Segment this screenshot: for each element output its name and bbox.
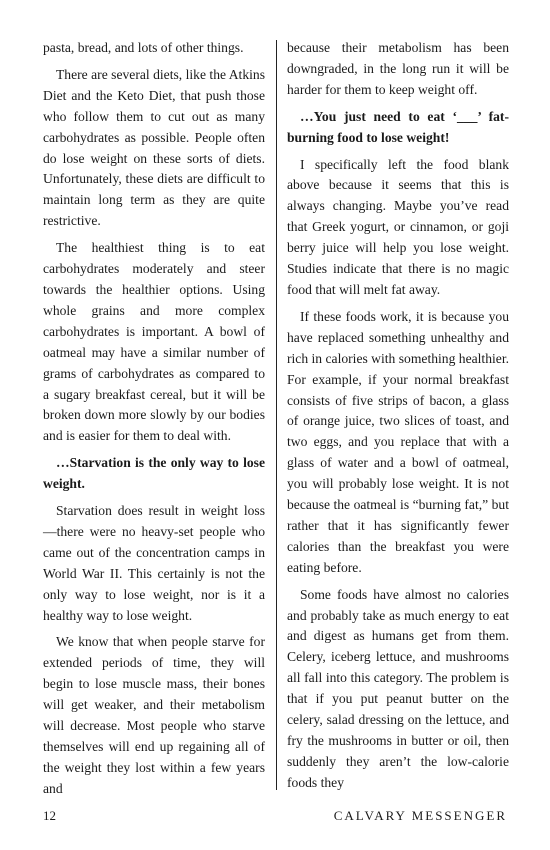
page-number: 12 (43, 808, 56, 823)
paragraph: pasta, bread, and lots of other things. (43, 40, 244, 55)
paragraph: If these foods work, it is because you have replaced something unhealthy and rich in calories with something healthier. For example, if your normal breakfast consists of five strips of bacon, a glass of orange juice, two slices of toast, and two eggs, and you replace that with a glass of water and a bowl of oatmeal, you will probably lose weight. It is not because the oatmeal is “burning fat,” but rather that it has significantly fewer calories than the breakfast you were eating before. (287, 308, 509, 575)
left-column (43, 38, 265, 806)
section-heading: …You just need to eat ‘___’ fat-burning food to lose weight! (287, 108, 509, 145)
paragraph: There are several diets, like the Atkins Diet and the Keto Diet, that push those who follow them to cut out as many carbohydrates as possible. People often do lose weight on these sorts of diets. Unfortunately, these diets are difficult to maintain long term as they are quite restrictive. (43, 66, 265, 229)
column-divider (276, 40, 277, 790)
running-title: CALVARY MESSENGER (333, 808, 507, 823)
paragraph: because their metabolism has been downgraded, in the long run it will be harder for them to keep weight off. (287, 40, 509, 97)
paragraph: We know that when people starve for extended periods of time, they will begin to lose muscle mass, their bones will get weaker, and their metabolism will decrease. Most people who starve themselves will end up regaining all of the weight they lost within a few years and (43, 634, 265, 796)
paragraph: I specifically left the food blank above because it seems that this is always changing. Maybe you’ve read that Greek yogurt, or cinnamon, or goji berry juice will help you lose weight. Studies indicate that there is no magic food that will melt fat away. (287, 156, 509, 297)
right-column (287, 38, 509, 800)
paragraph: Some foods have almost no calories and probably take as much energy to eat and digest as humans get from them. Celery, iceberg lettuce, and mushrooms all fall into this category. The problem is that if you put peanut butter on the celery, salad dressing on the lettuce, and fry the mushrooms in butter or oil, then suddenly they aren’t the low-calorie foods they (287, 586, 509, 790)
section-heading: …Starvation is the only way to lose weight. (43, 455, 265, 492)
page-footer (43, 808, 507, 826)
paragraph: Starvation does result in weight loss—there were no heavy-set people who came out of the concentration camps in World War II. This certainly is not the only way to lose weight, nor is it a healthy way to lose weight. (43, 503, 265, 623)
paragraph: The healthiest thing is to eat carbohydrates moderately and steer towards the healthier options. Using whole grains and more complex carbohydrates is important. A bowl of oatmeal may have a similar number of grams of carbohydrates as compared to a sugary breakfast cereal, but it will be broken down more slowly by our bodies and is easier for them to deal with. (43, 240, 265, 444)
